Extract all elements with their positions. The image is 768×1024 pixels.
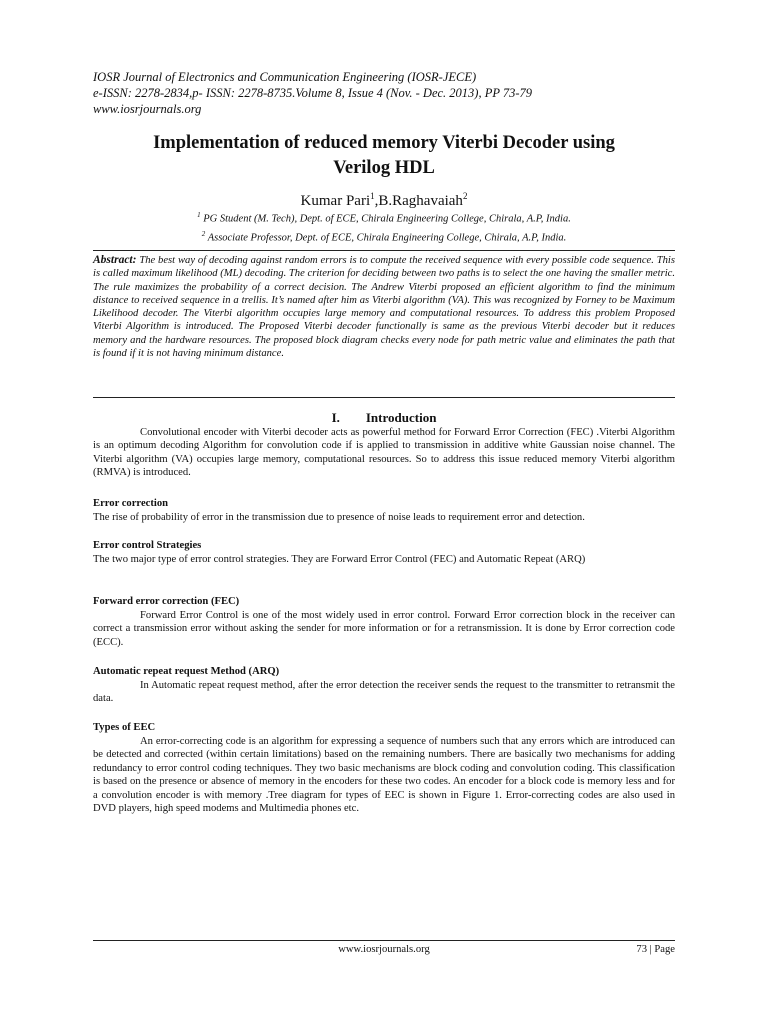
section-number: I. [331, 410, 340, 425]
affiliation-mark: 1 [197, 211, 201, 219]
title-line-2: Verilog HDL [333, 158, 435, 178]
journal-header [93, 69, 693, 117]
error-control-paragraph: The two major type of error control strategies. They are Forward Error Control (FEC) and Automatic Repeat (ARQ) [93, 554, 586, 565]
eec-paragraph: An error-correcting code is an algorithm for expressing a sequence of numbers such that any errors which are introduced can be detected and corrected (within certain limitations) based on the remaining numbers. There are basically two mechanisms for adding redundancy to error control coding techniques. They two basic mechanisms are block coding and convolution coding. This classification is based on the presence or absence of memory in the encoders for these two codes. An encoder for a block code is memory less and for a convolution encoder is with memory .Tree diagram for types of EEC is shown in Figure 1. Error-correcting codes are also used in DVD players, high speed modems and Multimedia phones etc. [93, 736, 675, 815]
abstract-bottom-rule [93, 397, 675, 398]
introduction-paragraph: Convolutional encoder with Viterbi decoder acts as powerful method for Forward Error Correction (FEC) .Viterbi Algorithm is an optimum decoding Algorithm for convolution code if is applied to transmission in additive white Gaussian noise channel. The Viterbi algorithm (VA) occupies large memory, computational resources. So to address this issue reduced memory Viterbi algorithm (RMVA) is introduced. [93, 427, 675, 479]
journal-issn: e-ISSN: 2278-2834,p- ISSN: 2278-8735.Volume 8, Issue 4 (Nov. - Dec. 2013), PP 73-79 [93, 86, 533, 100]
author-list [93, 187, 675, 210]
author-separator: , [374, 193, 379, 209]
heading-error-correction: Error correction [93, 498, 169, 509]
affiliation-text: Associate Professor, Dept. of ECE, Chirala Engineering College, Chirala, A.P, India. [207, 232, 567, 243]
affiliation-mark: 2 [201, 229, 206, 238]
fec-paragraph: Forward Error Control is one of the most widely used in error control. Forward Error correction block in the receiver can correct a transmission error without asking the sender for more information or for a retransmission. It is done by Error correction code (ECC). [93, 610, 675, 648]
abstract-text: The best way of decoding against random errors is to compute the received sequence with every possible code sequence. This is called maximum likelihood (ML) decoding. The criterion for deciding between two paths is to select the one having the smaller metric. The rule maximizes the probability of a correct decision. The Andrew Viterbi proposed an efficient algorithm to find the minimum distance to received sequence in a trellis. It’s named after him as Viterbi algorithm (VA). This was recognized by Forney to be Maximum Likelihood decoder. The Viterbi algorithm occupies large memory and computational resources. To address this problem Proposed Viterbi Algorithm is introduced. The Proposed Viterbi decoder functionally is same as the previous Viterbi decoder but it reduces memory and the hardware resources. The proposed block diagram checks every node for path metric value and eliminates the path that is found if it is not having minimum distance. [93, 255, 675, 360]
heading-error-control-strategies: Error control Strategies [93, 540, 202, 551]
heading-types-of-eec: Types of EEC [93, 722, 156, 733]
abstract [93, 254, 675, 360]
heading-fec: Forward error correction (FEC) [93, 596, 240, 607]
title-line-1: Implementation of reduced memory Viterbi Decoder using [153, 133, 615, 153]
affiliation-text: PG Student (M. Tech), Dept. of ECE, Chirala Engineering College, Chirala, A.P, India. [203, 213, 571, 225]
author-name: B.Raghavaiah [378, 193, 463, 209]
journal-website: www.iosrjournals.org [93, 102, 202, 116]
section-title: Introduction [365, 410, 437, 425]
footer-rule [93, 940, 675, 941]
page-number: 73 | Page [636, 944, 675, 955]
author-affiliation-mark: 1 [370, 191, 375, 201]
author-name: Kumar Pari [300, 193, 371, 209]
journal-name: IOSR Journal of Electronics and Communication Engineering (IOSR-JECE) [93, 70, 477, 84]
section-heading-introduction [93, 410, 675, 426]
affiliation-line [93, 208, 675, 227]
abstract-top-rule [93, 250, 675, 251]
abstract-label: Abstract: [93, 254, 137, 266]
error-correction-paragraph: The rise of probability of error in the transmission due to presence of noise leads to requirement error and detection. [93, 512, 585, 523]
heading-arq: Automatic repeat request Method (ARQ) [93, 666, 280, 677]
author-affiliation-mark: 2 [462, 191, 468, 201]
footer-url: www.iosrjournals.org [338, 944, 430, 955]
affiliations [93, 208, 675, 245]
paper-title [93, 131, 675, 181]
affiliation-line [93, 227, 675, 246]
arq-paragraph: In Automatic repeat request method, after the error detection the receiver sends the request to the transmitter to retransmit the data. [93, 680, 675, 705]
